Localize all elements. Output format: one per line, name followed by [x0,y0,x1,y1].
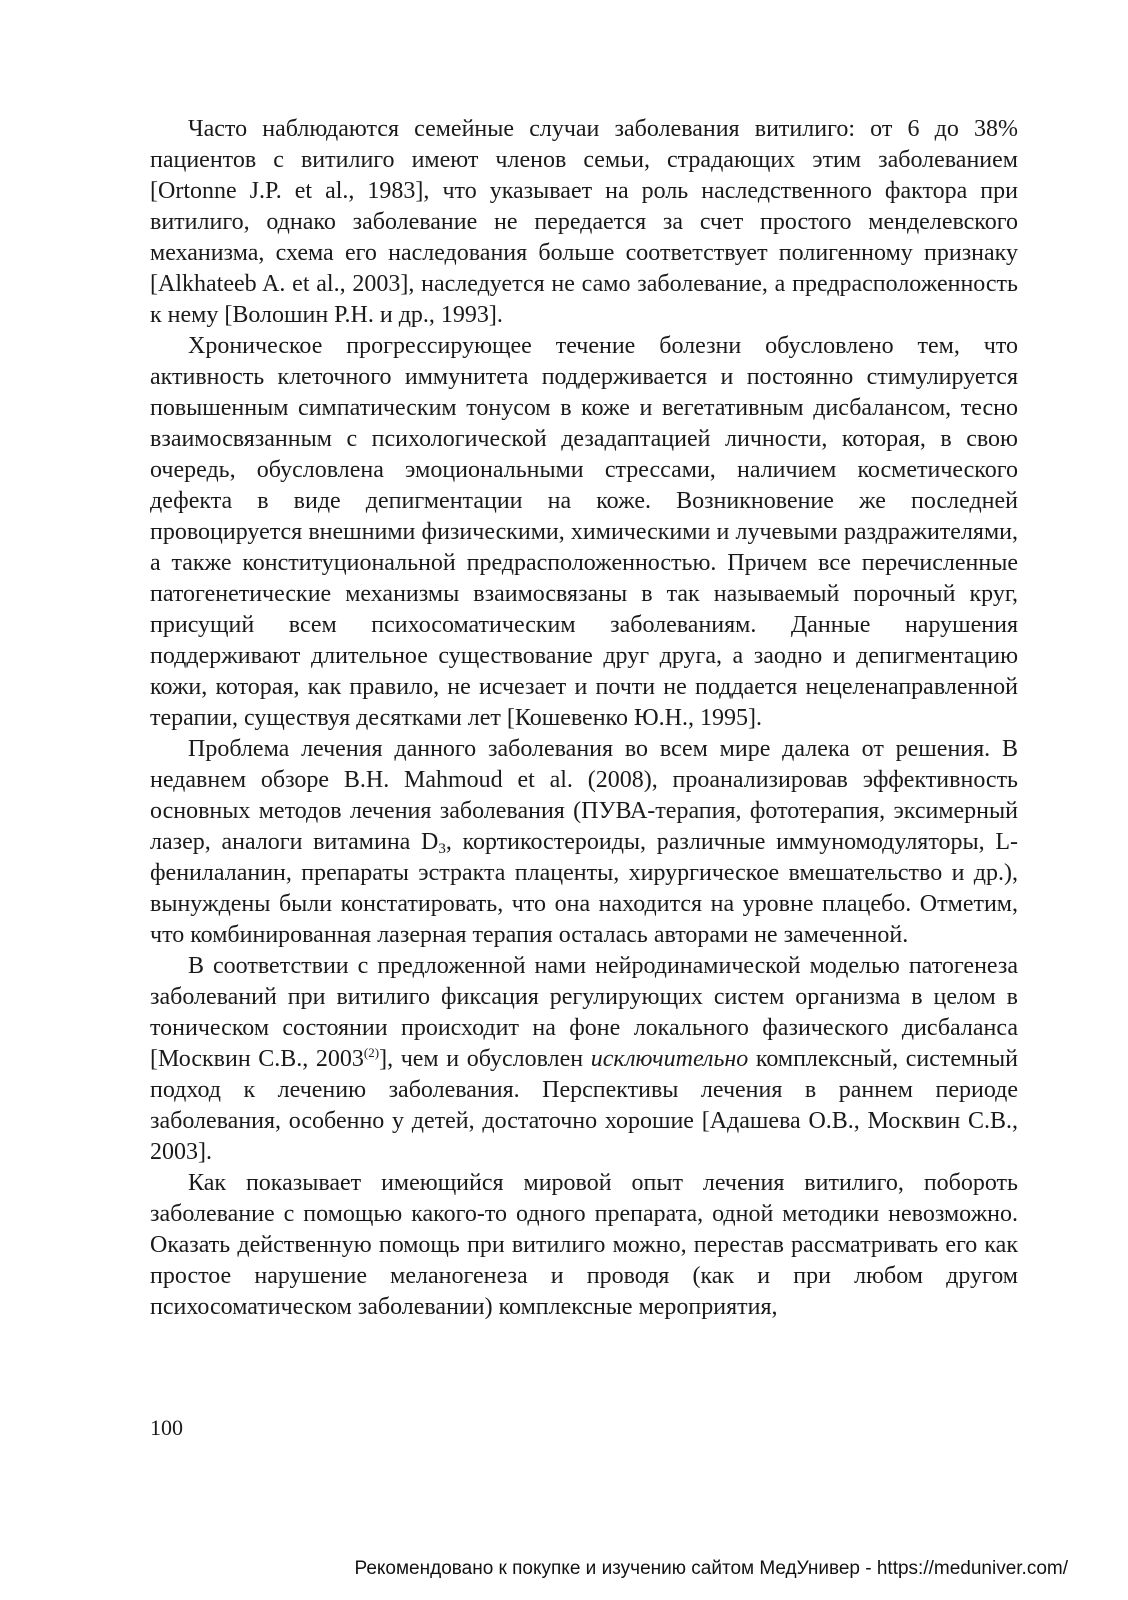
text-run: Как показывает имеющийся мировой опыт лечения витилиго, побороть заболевание с помощью какого-то одного препарата, одной методики невозможно. Оказать действенную помощь при витилиго можно, перестав рассматривать его как простое нарушение меланогенеза и проводя (как и при любом другом психосоматическом заболевании) комплексные мероприятия, [150,1170,1018,1320]
paragraph [150,734,1018,951]
paragraph [150,114,1018,331]
text-run: комплексный, системный подход к лечению заболевания. Перспективы лечения в раннем периоде заболевания, особенно у детей, достаточно хорошие [Адашева О.В., Москвин С.В., 2003]. [150,1046,1018,1165]
text-run: 3 [438,841,446,857]
text-run: В соответствии с предложенной нами нейродинамической моделью патогенеза заболеваний при витилиго фиксация регулирующих систем организма в целом в тоническом состоянии происходит на фоне локального фазического дисбаланса [Москвин С.В., 2003 [150,953,1018,1072]
page-number: 100 [150,1415,183,1440]
text-run: Хроническое прогрессирующее течение болезни обусловлено тем, что активность клеточного иммунитета поддерживается и постоянно стимулируется повышенным симпатическим тонусом в коже и вегетативным дисбалансом, тесно взаимосвязанным с психологической дезадаптацией личности, которая, в свою очередь, обусловлена эмоциональными стрессами, наличием косметического дефекта в виде депигментации на коже. Возникновение же последней провоцируется внешними физическими, химическими и лучевыми раздражителями, а также конституциональной предрасположенностью. Причем все перечисленные патогенетические механизмы взаимосвязаны в так называемый порочный круг, присущий всем психосоматическим заболеваниям. Данные нарушения поддерживают длительное существование друг друга, а заодно и депигментацию кожи, которая, как правило, не исчезает и почти не поддается нецеленаправленной терапии, существуя десятками лет [Кошевенко Ю.Н., 1995]. [150,333,1018,731]
footer-note: Рекомендовано к покупке и изучению сайтом МедУнивер - https://meduniver.com/ [354,1558,1068,1579]
text-run: Часто наблюдаются семейные случаи заболевания витилиго: от 6 до 38% пациентов с витилиго имеют членов семьи, страдающих этим заболеванием [Ortonne J.P. et al., 1983], что указывает на роль наследственного фактора при витилиго, однако заболевание не передается за счет простого менделевского механизма, схема его наследования больше соответствует полигенному признаку [Alkhateeb A. et al., 2003], наследуется не само заболевание, а предрасположенность к нему [Волошин Р.Н. и др., 1993]. [150,116,1018,328]
text-run: Проблема лечения данного заболевания во всем мире далека от решения. В недавнем обзоре B.H. Mahmoud et al. (2008), проанализировав эффективность основных методов лечения заболевания (ПУВА-терапия, фототерапия, эксимерный лазер, аналоги витамина D [150,736,1018,855]
text-run: исключительно [590,1046,749,1072]
paragraph [150,331,1018,734]
text-run: (2) [363,1045,380,1060]
text-run: , кортикостероиды, различные иммуномодуляторы, L-фенилаланин, препараты эстракта плаценты, хирургическое вмешательство и др.), вынуждены были констатировать, что она находится на уровне плацебо. Отметим, что комбинированная лазерная терапия осталась авторами не замеченной. [150,829,1018,948]
text-run: ], чем и обусловлен [379,1046,591,1072]
paragraph [150,1168,1018,1323]
page-body [150,114,1018,1323]
paragraph [150,951,1018,1168]
